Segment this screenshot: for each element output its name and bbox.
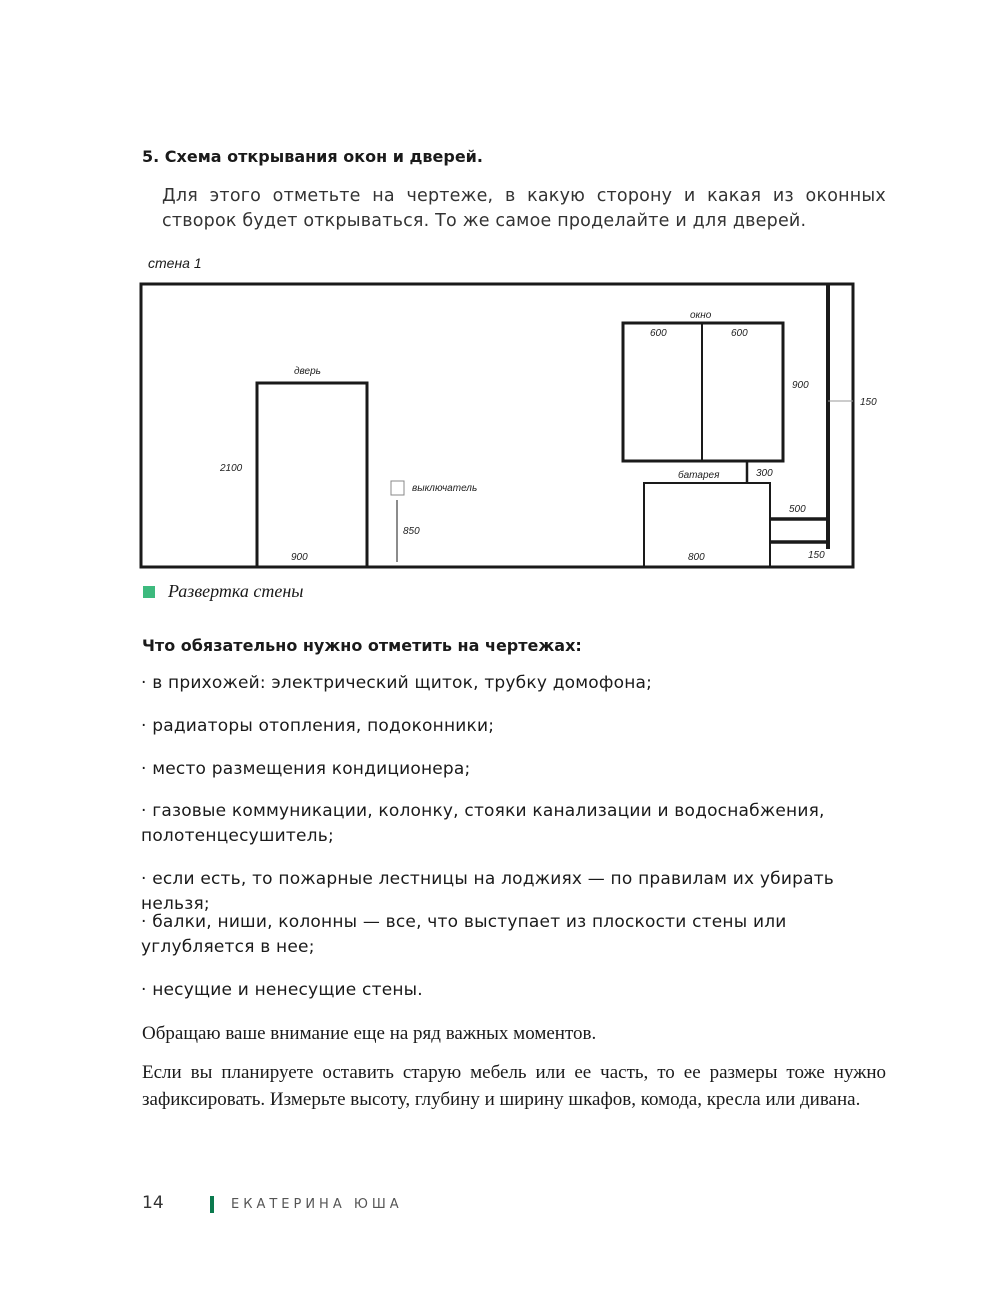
caption-marker (143, 586, 155, 598)
right-dim: 150 (860, 397, 877, 408)
page-number: 14 (142, 1193, 164, 1213)
checklist-item: · балки, ниши, колонны — все, что выступает из плоскости стены или углубляется в нее; (141, 912, 787, 957)
sash2-width: 600 (731, 328, 748, 339)
window-label: окно (690, 310, 712, 321)
checklist-item: · несущие и ненесущие стены. (141, 980, 423, 1000)
checklist-item: · газовые коммуникации, колонку, стояки канализации и водоснабжения, полотенцесушитель; (141, 801, 825, 846)
checklist-item: · если есть, то пожарные лестницы на лоджиях — по правилам их убирать нельзя; (141, 869, 835, 914)
intro-text: Для этого отметьте на чертеже, в какую сторону и какая из оконных створок будет открываться. То же самое проделайте и для дверей. (162, 186, 886, 231)
author-name: ЕКАТЕРИНА ЮША (231, 1197, 403, 1212)
switch-box (391, 481, 404, 495)
door-height: 2100 (220, 463, 243, 474)
bottom-dim: 150 (808, 550, 825, 561)
switch-label: выключатель (412, 483, 478, 494)
wall-drawing (0, 0, 987, 600)
section-title: 5. Схема открывания окон и дверей. (142, 147, 483, 166)
door-width: 900 (291, 552, 308, 563)
door-label: дверь (294, 366, 321, 377)
wall-outline (141, 284, 853, 567)
paragraph: Обращаю ваше внимание еще на ряд важных моментов. (142, 1023, 597, 1044)
wall-label: стена 1 (148, 255, 202, 271)
radiator-width: 800 (688, 552, 705, 563)
checklist-title: Что обязательно нужно отметить на чертежах: (142, 636, 582, 655)
checklist-item: · радиаторы отопления, подоконники; (141, 716, 495, 736)
radiator (644, 483, 770, 567)
paragraph: Если вы планируете оставить старую мебель или ее часть, то ее размеры тоже нужно зафиксировать. Измерьте высоту, глубину и ширину шкафов, комода, кресла или дивана. (142, 1062, 886, 1110)
sash1-width: 600 (650, 328, 667, 339)
figure-caption: Развертка стены (168, 581, 304, 601)
radiator-gap: 300 (756, 468, 773, 479)
footer-bar (210, 1196, 214, 1213)
checklist-item: · в прихожей: электрический щиток, трубку домофона; (141, 673, 653, 693)
radiator-label: батарея (678, 470, 720, 481)
door (257, 383, 367, 567)
sill-dim: 500 (789, 504, 806, 515)
window-height: 900 (792, 380, 809, 391)
switch-height: 850 (403, 526, 420, 537)
checklist-item: · место размещения кондиционера; (141, 759, 471, 779)
